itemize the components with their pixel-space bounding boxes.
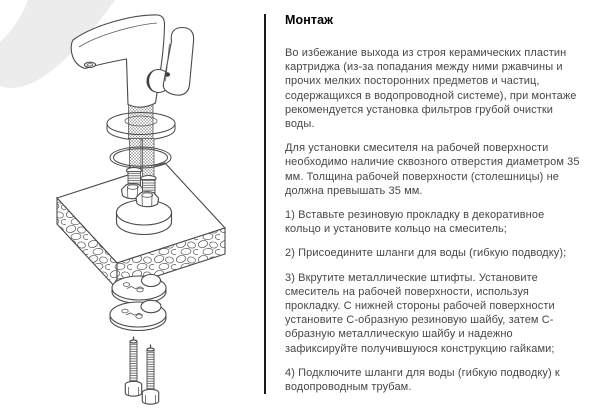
- column-divider: [264, 14, 266, 394]
- c-washer-rubber: [112, 275, 166, 304]
- handle-screw: [165, 72, 170, 76]
- section-heading: Монтаж: [285, 13, 334, 27]
- instructions-column: [285, 13, 581, 404]
- diagram-area: [0, 0, 266, 409]
- step-2: 2) Присоедините шланги для воды (гибкую подводку);: [285, 247, 567, 260]
- requirements-paragraph: Для установки смесителя на рабочей поверхности необходимо наличие сквозного отверстия диаметром 35 мм. Толщина рабочей поверхности (столешницы) не должна превышать 35 мм.: [285, 142, 580, 197]
- aerator: [85, 62, 96, 67]
- c-shaped-washers: [110, 275, 166, 331]
- countertop-slab: [57, 163, 225, 289]
- installation-diagram: [0, 0, 266, 409]
- step-3: 3) Вкрутите металлические штифты. Установите смеситель на рабочей поверхности, используя прокладку. С нижней стороны рабочей поверхности установите С-образную резиновую шайбу, затем С-образную металлическую шайбу и надежно зафиксируйте получившуюся конструкцию гайками;: [285, 271, 555, 355]
- intro-paragraph: Во избежание выхода из строя керамических пластин картриджа (из-за попадания между ними ржавчины и прочих мелких посторонних предметов и частиц, содержащихся в водопроводной системе), при монтаже рекомендуется установка фильтров грубой очистки воды.: [285, 47, 577, 131]
- step-1: 1) Вставьте резиновую прокладку в декоративное кольцо и установите кольцо на смеситель;: [285, 209, 545, 236]
- step-4: 4) Подключите шланги для воды (гибкую подводку) к водопроводным трубам.: [285, 366, 560, 394]
- threaded-studs: [125, 337, 158, 405]
- braided-hose-upper: [129, 104, 154, 139]
- c-washer-metal: [110, 300, 166, 330]
